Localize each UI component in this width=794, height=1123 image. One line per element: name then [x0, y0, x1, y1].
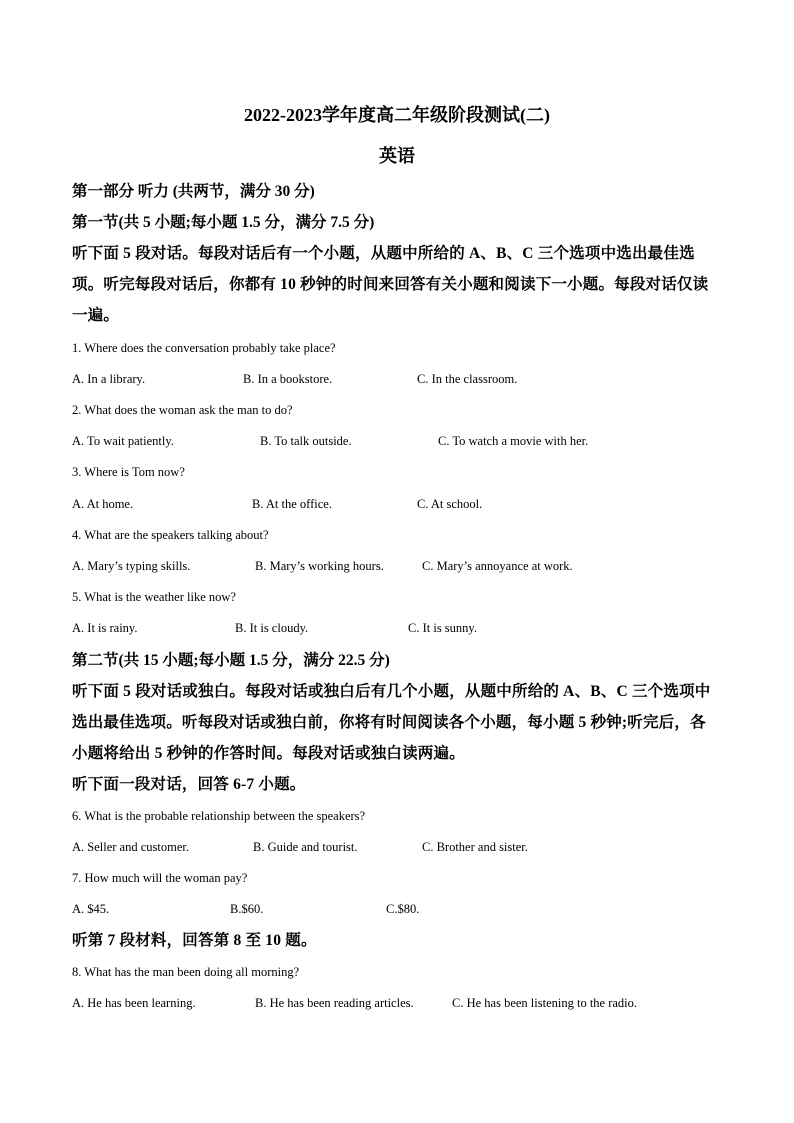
section2-instruction-line: 选出最佳选项。听每段对话或独白前，你将有时间阅读各个小题，每小题 5 秒钟;听完后，各	[72, 714, 706, 731]
option-a: A. It is rainy.	[72, 621, 138, 635]
option-a: A. At home.	[72, 497, 134, 511]
question-stem: 1. Where does the conversation probably take place?	[72, 341, 336, 355]
option-a: A. Seller and customer.	[72, 840, 189, 854]
option-a: A. $45.	[72, 902, 110, 916]
option-c: C.$80.	[386, 902, 420, 916]
option-b: B. To talk outside.	[260, 434, 352, 448]
question-stem: 7. How much will the woman pay?	[72, 871, 248, 885]
option-a: A. To wait patiently.	[72, 434, 174, 448]
question-stem: 6. What is the probable relationship between the speakers?	[72, 809, 366, 823]
section1-instruction-line: 听下面 5 段对话。每段对话后有一个小题，从题中所给的 A、B、C 三个选项中选出最佳选	[72, 245, 695, 262]
option-b: B. Mary’s working hours.	[255, 559, 384, 573]
option-a: A. He has been learning.	[72, 996, 196, 1010]
option-c: C. In the classroom.	[417, 372, 518, 386]
group-heading: 听下面一段对话，回答 6-7 小题。	[72, 776, 306, 793]
part1-heading: 第一部分 听力 (共两节，满分 30 分)	[72, 183, 315, 200]
option-c: C. Mary’s annoyance at work.	[422, 559, 573, 573]
section2-instruction-line: 听下面 5 段对话或独白。每段对话或独白后有几个小题，从题中所给的 A、B、C 三个选项中	[72, 683, 711, 700]
section2-instruction-line: 小题将给出 5 秒钟的作答时间。每段对话或独白读两遍。	[72, 745, 465, 762]
group-heading: 听第 7 段材料，回答第 8 至 10 题。	[72, 932, 317, 949]
question-stem: 5. What is the weather like now?	[72, 590, 236, 604]
option-a: A. Mary’s typing skills.	[72, 559, 191, 573]
option-c: C. To watch a movie with her.	[438, 434, 589, 448]
option-c: C. At school.	[417, 497, 483, 511]
section1-instruction-line: 一遍。	[72, 307, 120, 324]
option-c: C. It is sunny.	[408, 621, 477, 635]
section2-heading: 第二节(共 15 小题;每小题 1.5 分，满分 22.5 分)	[72, 652, 390, 669]
option-b: B. It is cloudy.	[235, 621, 309, 635]
section1-heading: 第一节(共 5 小题;每小题 1.5 分，满分 7.5 分)	[72, 214, 375, 231]
option-a: A. In a library.	[72, 372, 146, 386]
exam-title: 2022-2023学年度高二年级阶段测试(二)	[244, 105, 550, 125]
question-stem: 3. Where is Tom now?	[72, 465, 185, 479]
question-stem: 4. What are the speakers talking about?	[72, 528, 269, 542]
option-b: B.$60.	[230, 902, 264, 916]
section1-instruction-line: 项。听完每段对话后，你都有 10 秒钟的时间来回答有关小题和阅读下一小题。每段对话仅读	[72, 276, 709, 293]
exam-subject: 英语	[379, 146, 415, 166]
option-b: B. At the office.	[252, 497, 332, 511]
option-b: B. In a bookstore.	[243, 372, 333, 386]
option-b: B. Guide and tourist.	[253, 840, 358, 854]
option-c: C. He has been listening to the radio.	[452, 996, 638, 1010]
option-b: B. He has been reading articles.	[255, 996, 414, 1010]
question-stem: 2. What does the woman ask the man to do?	[72, 403, 293, 417]
option-c: C. Brother and sister.	[422, 840, 528, 854]
question-stem: 8. What has the man been doing all morning?	[72, 965, 300, 979]
